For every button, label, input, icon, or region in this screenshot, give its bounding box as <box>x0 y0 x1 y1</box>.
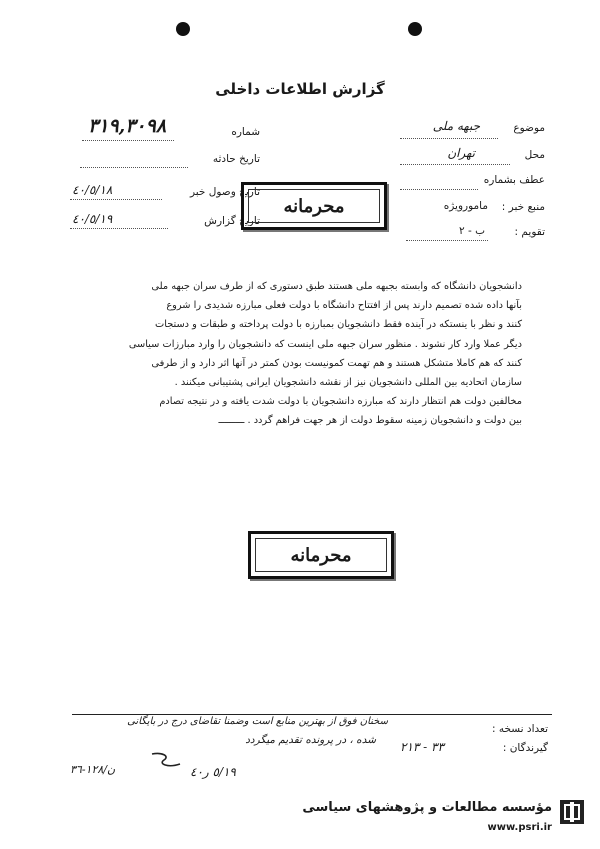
reference-label: عطف بشماره <box>483 174 545 186</box>
location-value: تهران <box>447 146 475 160</box>
number-line <box>82 140 174 141</box>
report-title: گزارش اطلاعات داخلی <box>215 80 385 98</box>
punch-hole <box>176 22 190 36</box>
received-date-value: ٤٠/٥/١٨ <box>72 183 113 197</box>
report-date-value: ٤٠/٥/١٩ <box>72 212 113 226</box>
body-line: بآنها داده شده تصمیم دارند پس از افتتاح دانشگاه با دولت فعلی مبارزه شدیدی را شروع <box>166 300 522 312</box>
number-value: ٣١٩,٣٠٩٨ <box>88 115 167 137</box>
body-line: کنند که هم کاملا متشکل هستند و هم تهمت کمونیست بودن کمتر در آنها اثر دارد و از طرفی <box>151 357 522 369</box>
subject-label: موضوع <box>513 122 545 134</box>
body-line: سازمان اتحادیه بین المللی دانشجویان نیز از نقشه دانشجویان ایرانی پشتیبانی میکنند . <box>174 377 522 389</box>
body-line: دانشجویان دانشگاه که وابسته بجبهه ملی هستند طبق دستوری که از طرف سران جبهه ملی <box>151 281 522 292</box>
confidential-stamp <box>248 531 394 579</box>
handwritten-note-line1: سخنان فوق از بهترین منابع است وضمنا تقاضای درج در بایگانی <box>127 716 388 727</box>
report-date-label: تاریخ گزارش <box>204 215 260 227</box>
report-body <box>76 277 522 431</box>
institute-url: www.psri.ir <box>487 822 552 833</box>
handwritten-note-line2: شده ، در پرونده تقدیم میگردد <box>245 734 376 746</box>
document-code: ن/١٢٨-٣٦ <box>70 763 116 776</box>
source-label: منبع خبر : <box>501 201 545 213</box>
footer-divider <box>72 714 552 715</box>
signature-mark <box>150 750 184 770</box>
report-date-line <box>70 228 168 229</box>
recipients-value: ٣٣ - ٢١٣ <box>400 740 444 754</box>
location-label: محل <box>524 149 545 161</box>
number-label: شماره <box>231 126 260 138</box>
institute-logo-icon <box>560 800 584 824</box>
subject-line <box>400 138 498 139</box>
confidential-stamp <box>241 182 387 230</box>
punch-hole <box>408 22 422 36</box>
copies-label: تعداد نسخه : <box>491 723 548 735</box>
incident-date-line <box>80 167 188 168</box>
received-date-line <box>70 199 162 200</box>
institute-name: مؤسسه مطالعات و پژوهشهای سیاسی <box>302 800 552 815</box>
confidential-stamp-text: محرمانه <box>290 544 352 566</box>
location-line <box>400 164 510 165</box>
body-line: مخالفین دولت هم انتظار دارند که مبارزه دانشجویان با دولت شدت یافته و در نتیجه تصادم <box>159 396 522 408</box>
body-line: کنند و نظر با ینستکه در آینده فقط دانشجویان بمبارزه با دولت پرداخته و طبقات و دستجات <box>154 319 522 331</box>
body-line: دیگر عملا وارد کار نشوند . منظور سران جبهه ملی اینست که دانشجویان را وارد مبارزات سیاسی <box>128 338 522 350</box>
received-date-label: تاریخ وصول خبر <box>189 186 260 198</box>
recipients-label: گیرندگان : <box>502 742 548 754</box>
confidential-stamp-text: محرمانه <box>283 195 345 217</box>
body-line: بین دولت و دانشجویان زمینه سقوط دولت از هر جهت فراهم گردد . ـــــــــ <box>218 415 522 427</box>
calendar-line <box>406 240 488 241</box>
handwritten-date: ٥/١٩ ر٤٠ <box>190 765 236 779</box>
source-value: مامورویژه <box>443 200 488 212</box>
incident-date-label: تاریخ حادثه <box>212 153 260 165</box>
calendar-label: تقویم : <box>514 226 545 238</box>
reference-line <box>400 189 478 190</box>
subject-value: جبهه ملی <box>432 119 480 133</box>
calendar-value: ب - ٢ <box>459 225 485 237</box>
